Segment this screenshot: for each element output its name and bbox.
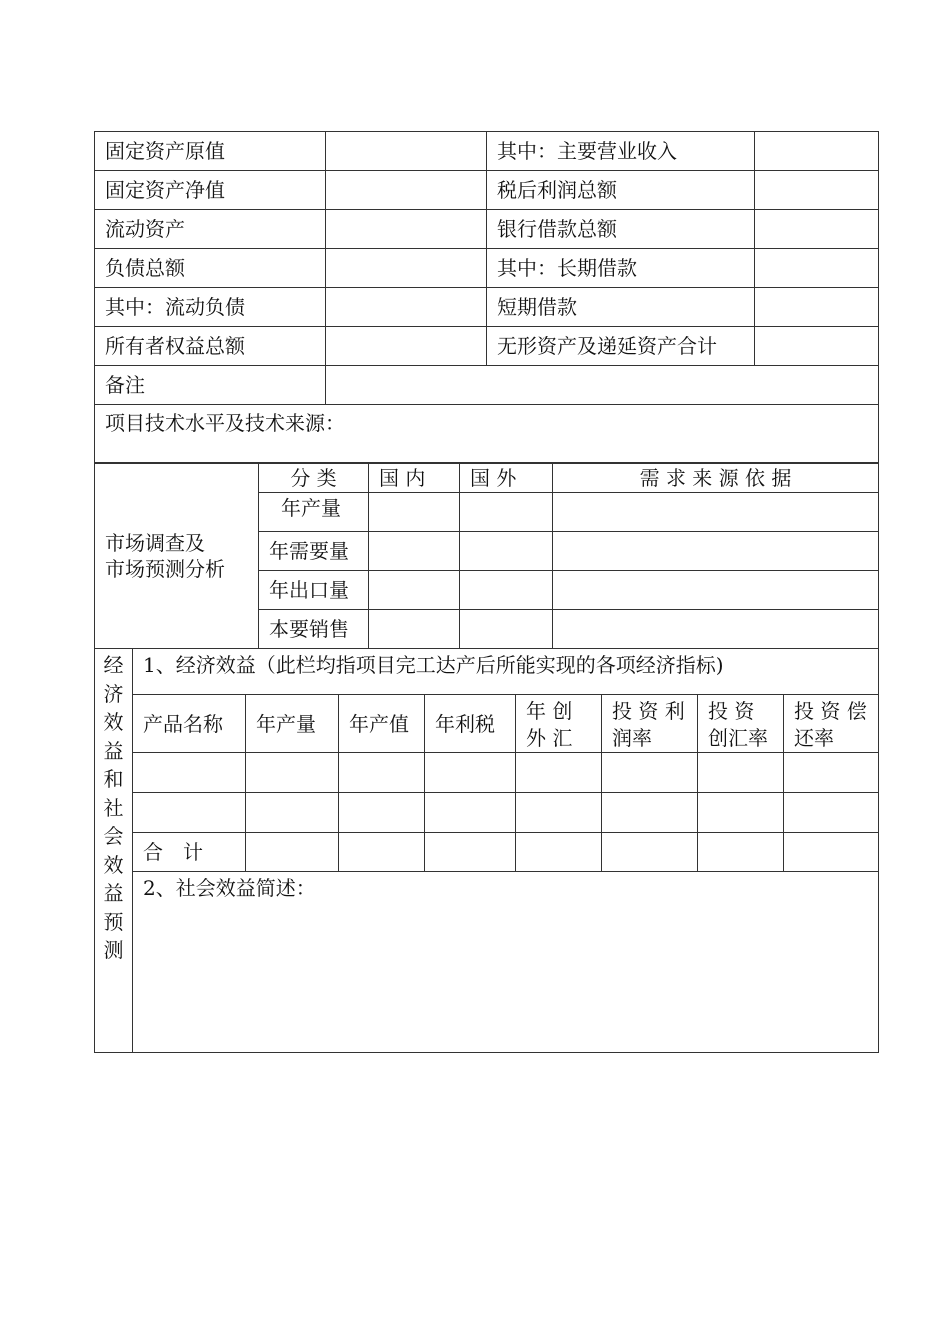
- header-annual-output: 年产量: [246, 695, 339, 753]
- value-cell[interactable]: [698, 753, 784, 793]
- value-cell[interactable]: [602, 793, 698, 833]
- value-cell[interactable]: [369, 532, 460, 571]
- header-domestic: 国 内: [369, 464, 460, 493]
- field-label: 流动资产: [95, 210, 326, 249]
- social-benefit-title[interactable]: 2、社会效益简述：: [133, 872, 879, 1053]
- market-section-label: [95, 464, 259, 649]
- value-cell[interactable]: [755, 249, 879, 288]
- header-profit-rate: 投 资 利润率: [602, 695, 698, 753]
- value-cell[interactable]: [602, 753, 698, 793]
- value-cell[interactable]: [755, 210, 879, 249]
- table-row: [95, 327, 879, 366]
- table-row: [95, 249, 879, 288]
- value-cell[interactable]: [133, 793, 246, 833]
- tech-source-label[interactable]: 项目技术水平及技术来源：: [95, 405, 879, 463]
- value-cell[interactable]: [339, 833, 425, 872]
- value-cell[interactable]: [460, 571, 553, 610]
- value-cell[interactable]: [460, 532, 553, 571]
- value-cell[interactable]: [369, 571, 460, 610]
- total-label: 合 计: [133, 833, 246, 872]
- value-cell[interactable]: [246, 833, 339, 872]
- field-label: 无形资产及递延资产合计: [487, 327, 755, 366]
- remarks-value[interactable]: [326, 366, 879, 405]
- value-cell[interactable]: [339, 753, 425, 793]
- value-cell[interactable]: [516, 833, 602, 872]
- value-cell[interactable]: [326, 132, 487, 171]
- value-cell[interactable]: [369, 493, 460, 532]
- field-label: 固定资产净值: [95, 171, 326, 210]
- field-label: 其中：长期借款: [487, 249, 755, 288]
- table-row: [95, 793, 879, 833]
- value-cell[interactable]: [784, 753, 879, 793]
- market-analysis-table: [94, 463, 879, 649]
- value-cell[interactable]: [425, 753, 516, 793]
- header-forex-rate: 投 资 创汇率: [698, 695, 784, 753]
- value-cell[interactable]: [369, 610, 460, 649]
- value-cell[interactable]: [553, 571, 879, 610]
- value-cell[interactable]: [425, 793, 516, 833]
- field-label: 固定资产原值: [95, 132, 326, 171]
- econ-title-row: [95, 649, 879, 695]
- field-label: 短期借款: [487, 288, 755, 327]
- value-cell[interactable]: [755, 171, 879, 210]
- value-cell[interactable]: [425, 833, 516, 872]
- value-cell[interactable]: [698, 833, 784, 872]
- value-cell[interactable]: [326, 171, 487, 210]
- value-cell[interactable]: [133, 753, 246, 793]
- value-cell[interactable]: [516, 753, 602, 793]
- remarks-label: 备注: [95, 366, 326, 405]
- value-cell[interactable]: [553, 493, 879, 532]
- header-category: 分 类: [259, 464, 369, 493]
- value-cell[interactable]: [553, 532, 879, 571]
- row-label: 本要销售: [259, 610, 369, 649]
- value-cell[interactable]: [553, 610, 879, 649]
- tech-row: [95, 405, 879, 463]
- row-label: 年需要量: [259, 532, 369, 571]
- header-repay-rate: 投 资 偿还率: [784, 695, 879, 753]
- market-label-line2: 市场预测分析: [105, 557, 225, 581]
- value-cell[interactable]: [326, 327, 487, 366]
- market-header-row: [95, 464, 879, 493]
- value-cell[interactable]: [516, 793, 602, 833]
- value-cell[interactable]: [460, 493, 553, 532]
- header-annual-tax: 年利税: [425, 695, 516, 753]
- financial-summary-table: [94, 131, 879, 463]
- social-row: [95, 872, 879, 1053]
- econ-title: 1、经济效益（此栏均指项目完工达产后所能实现的各项经济指标): [133, 649, 879, 695]
- value-cell[interactable]: [755, 288, 879, 327]
- value-cell[interactable]: [784, 793, 879, 833]
- row-label: 年出口量: [259, 571, 369, 610]
- remarks-row: [95, 366, 879, 405]
- total-row: [95, 833, 879, 872]
- field-label: 银行借款总额: [487, 210, 755, 249]
- table-row: [95, 171, 879, 210]
- value-cell[interactable]: [698, 793, 784, 833]
- econ-header-row: [95, 695, 879, 753]
- table-row: [95, 210, 879, 249]
- value-cell[interactable]: [755, 132, 879, 171]
- value-cell[interactable]: [246, 793, 339, 833]
- market-label-line1: 市场调查及: [105, 531, 205, 555]
- header-demand-basis: 需 求 来 源 依 据: [553, 464, 879, 493]
- header-forex: 年 创 外 汇: [516, 695, 602, 753]
- value-cell[interactable]: [755, 327, 879, 366]
- table-row: [95, 288, 879, 327]
- value-cell[interactable]: [326, 210, 487, 249]
- value-cell[interactable]: [339, 793, 425, 833]
- benefit-side-label: 经济效益和社会效益预测: [95, 649, 133, 1053]
- field-label: 所有者权益总额: [95, 327, 326, 366]
- field-label: 其中：流动负债: [95, 288, 326, 327]
- row-label: 年产量: [259, 493, 369, 532]
- value-cell[interactable]: [602, 833, 698, 872]
- field-label: 负债总额: [95, 249, 326, 288]
- benefit-table: [94, 648, 879, 1053]
- table-row: [95, 132, 879, 171]
- header-annual-value: 年产值: [339, 695, 425, 753]
- value-cell[interactable]: [326, 288, 487, 327]
- field-label: 税后利润总额: [487, 171, 755, 210]
- value-cell[interactable]: [326, 249, 487, 288]
- table-row: [95, 753, 879, 793]
- header-product-name: 产品名称: [133, 695, 246, 753]
- value-cell[interactable]: [246, 753, 339, 793]
- value-cell[interactable]: [784, 833, 879, 872]
- header-foreign: 国 外: [460, 464, 553, 493]
- field-label: 其中：主要营业收入: [487, 132, 755, 171]
- value-cell[interactable]: [460, 610, 553, 649]
